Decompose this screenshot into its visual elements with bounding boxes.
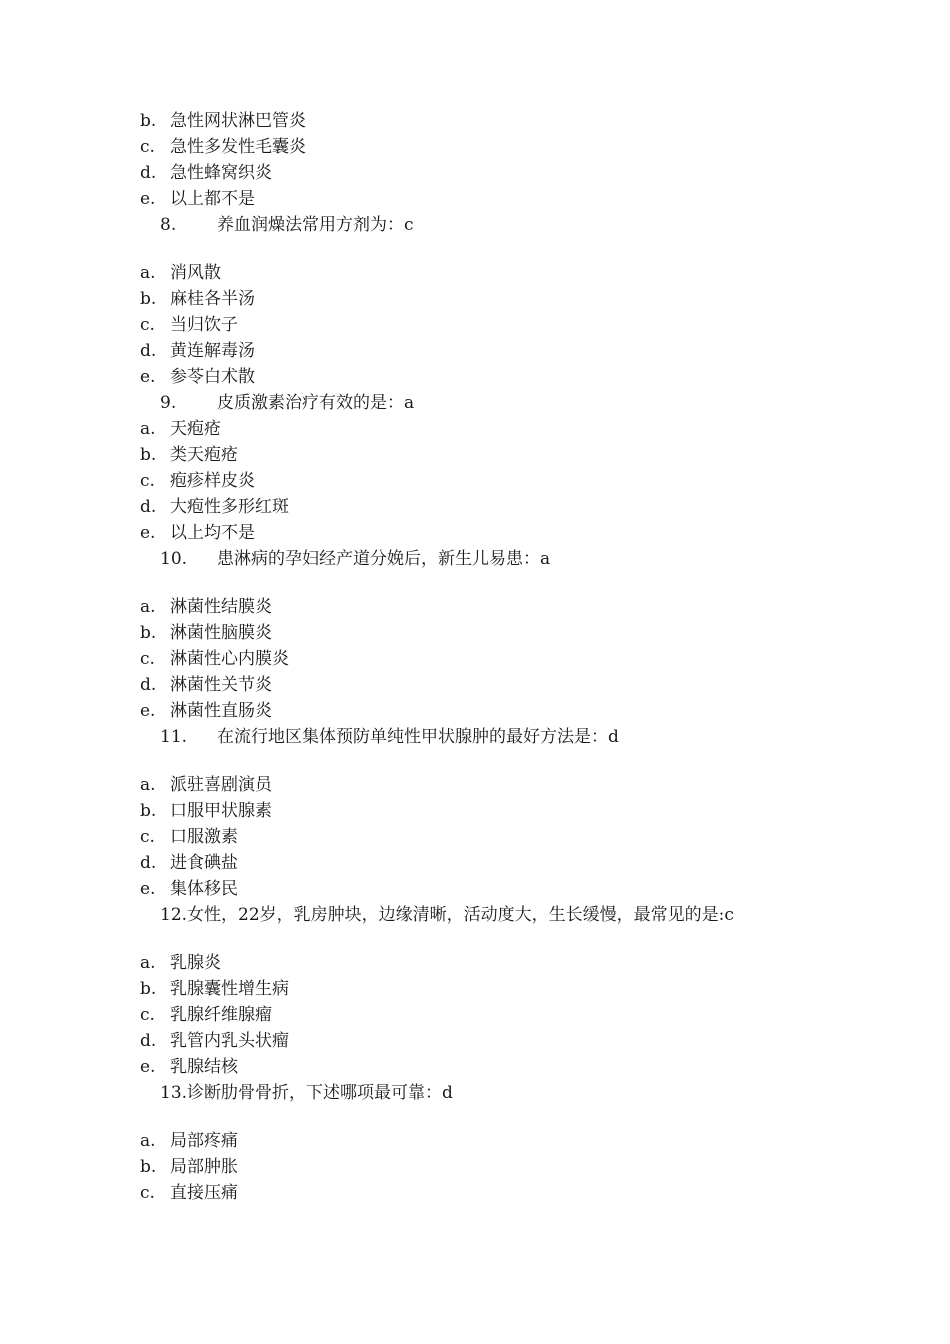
answer-option	[0, 1180, 950, 1206]
question-number: 8.	[160, 215, 177, 235]
question-number: 12.	[160, 905, 188, 925]
answer-option	[0, 1002, 950, 1028]
option-text: 局部肿胀	[170, 1157, 238, 1177]
answer-option	[0, 108, 950, 134]
option-text: 淋菌性心内膜炎	[170, 649, 289, 669]
question-number: 11.	[160, 727, 188, 747]
option-letter: b.	[140, 111, 157, 131]
option-letter: d.	[140, 1031, 157, 1051]
answer-option	[0, 312, 950, 338]
answer-option	[0, 160, 950, 186]
option-text: 乳腺纤维腺瘤	[170, 1005, 272, 1025]
option-text: 乳腺囊性增生病	[170, 979, 289, 999]
option-text: 类天疱疮	[170, 445, 238, 465]
option-text: 淋菌性脑膜炎	[170, 623, 272, 643]
answer-option	[0, 950, 950, 976]
option-letter: d.	[140, 341, 157, 361]
question-number: 10.	[160, 549, 188, 569]
blank-line	[0, 572, 950, 594]
answer-option	[0, 468, 950, 494]
option-text: 黄连解毒汤	[170, 341, 255, 361]
answer-option	[0, 1054, 950, 1080]
option-letter: e.	[140, 1057, 156, 1077]
answer-option	[0, 338, 950, 364]
option-letter: e.	[140, 701, 156, 721]
answer-option	[0, 672, 950, 698]
option-letter: e.	[140, 189, 156, 209]
option-text: 急性蜂窝织炎	[170, 163, 272, 183]
option-text: 乳管内乳头状瘤	[170, 1031, 289, 1051]
option-letter: b.	[140, 979, 157, 999]
question-line	[0, 724, 950, 750]
answer-option	[0, 494, 950, 520]
question-number: 9.	[160, 393, 177, 413]
answer-option	[0, 186, 950, 212]
option-text: 当归饮子	[170, 315, 238, 335]
option-text: 集体移民	[170, 879, 238, 899]
answer-option	[0, 1128, 950, 1154]
option-letter: a.	[140, 419, 156, 439]
option-text: 大疱性多形红斑	[170, 497, 289, 517]
option-text: 乳腺结核	[170, 1057, 238, 1077]
answer-option	[0, 1154, 950, 1180]
option-text: 以上都不是	[170, 189, 255, 209]
option-text: 口服甲状腺素	[170, 801, 272, 821]
option-letter: d.	[140, 163, 157, 183]
answer-option	[0, 620, 950, 646]
option-letter: e.	[140, 879, 156, 899]
answer-option	[0, 286, 950, 312]
option-letter: c.	[140, 1183, 155, 1203]
option-letter: c.	[140, 137, 155, 157]
option-text: 淋菌性结膜炎	[170, 597, 272, 617]
question-number: 13.	[160, 1083, 188, 1103]
option-text: 参苓白术散	[170, 367, 255, 387]
question-line	[0, 902, 950, 928]
option-text: 急性网状淋巴管炎	[170, 111, 306, 131]
blank-line	[0, 1106, 950, 1128]
option-text: 天疱疮	[170, 419, 221, 439]
answer-option	[0, 1028, 950, 1054]
question-text: 女性，22岁，乳房肿块，边缘清晰，活动度大，生长缓慢，最常见的是:c	[187, 905, 734, 925]
question-text: 诊断肋骨骨折，下述哪项最可靠：d	[187, 1083, 453, 1103]
question-text: 在流行地区集体预防单纯性甲状腺肿的最好方法是：d	[217, 727, 619, 747]
option-text: 直接压痛	[170, 1183, 238, 1203]
blank-line	[0, 928, 950, 950]
option-letter: a.	[140, 597, 156, 617]
option-letter: e.	[140, 367, 156, 387]
answer-option	[0, 594, 950, 620]
option-letter: a.	[140, 775, 156, 795]
answer-option	[0, 850, 950, 876]
option-text: 乳腺炎	[170, 953, 221, 973]
option-letter: c.	[140, 649, 155, 669]
answer-option	[0, 442, 950, 468]
option-letter: b.	[140, 445, 157, 465]
answer-option	[0, 976, 950, 1002]
option-letter: b.	[140, 289, 157, 309]
option-text: 淋菌性关节炎	[170, 675, 272, 695]
document-page	[0, 108, 950, 1206]
answer-option	[0, 134, 950, 160]
option-letter: a.	[140, 1131, 156, 1151]
option-letter: c.	[140, 1005, 155, 1025]
question-text: 患淋病的孕妇经产道分娩后，新生儿易患：a	[217, 549, 551, 569]
question-text: 养血润燥法常用方剂为：c	[217, 215, 414, 235]
question-line	[0, 1080, 950, 1106]
option-text: 口服激素	[170, 827, 238, 847]
answer-option	[0, 416, 950, 442]
option-letter: b.	[140, 623, 157, 643]
answer-option	[0, 876, 950, 902]
option-letter: b.	[140, 1157, 157, 1177]
question-text: 皮质激素治疗有效的是：a	[217, 393, 415, 413]
option-letter: e.	[140, 523, 156, 543]
question-line	[0, 212, 950, 238]
option-letter: d.	[140, 675, 157, 695]
option-letter: d.	[140, 853, 157, 873]
option-text: 派驻喜剧演员	[170, 775, 272, 795]
answer-option	[0, 824, 950, 850]
answer-option	[0, 364, 950, 390]
question-line	[0, 546, 950, 572]
blank-line	[0, 238, 950, 260]
answer-option	[0, 698, 950, 724]
option-letter: d.	[140, 497, 157, 517]
option-text: 麻桂各半汤	[170, 289, 255, 309]
option-letter: b.	[140, 801, 157, 821]
answer-option	[0, 798, 950, 824]
option-text: 以上均不是	[170, 523, 255, 543]
option-text: 进食碘盐	[170, 853, 238, 873]
answer-option	[0, 520, 950, 546]
option-letter: c.	[140, 315, 155, 335]
option-text: 疱疹样皮炎	[170, 471, 255, 491]
option-text: 急性多发性毛囊炎	[170, 137, 306, 157]
option-text: 局部疼痛	[170, 1131, 238, 1151]
answer-option	[0, 772, 950, 798]
blank-line	[0, 750, 950, 772]
option-letter: a.	[140, 953, 156, 973]
option-text: 淋菌性直肠炎	[170, 701, 272, 721]
option-letter: a.	[140, 263, 156, 283]
option-letter: c.	[140, 471, 155, 491]
option-text: 消风散	[170, 263, 221, 283]
question-line	[0, 390, 950, 416]
answer-option	[0, 646, 950, 672]
option-letter: c.	[140, 827, 155, 847]
answer-option	[0, 260, 950, 286]
